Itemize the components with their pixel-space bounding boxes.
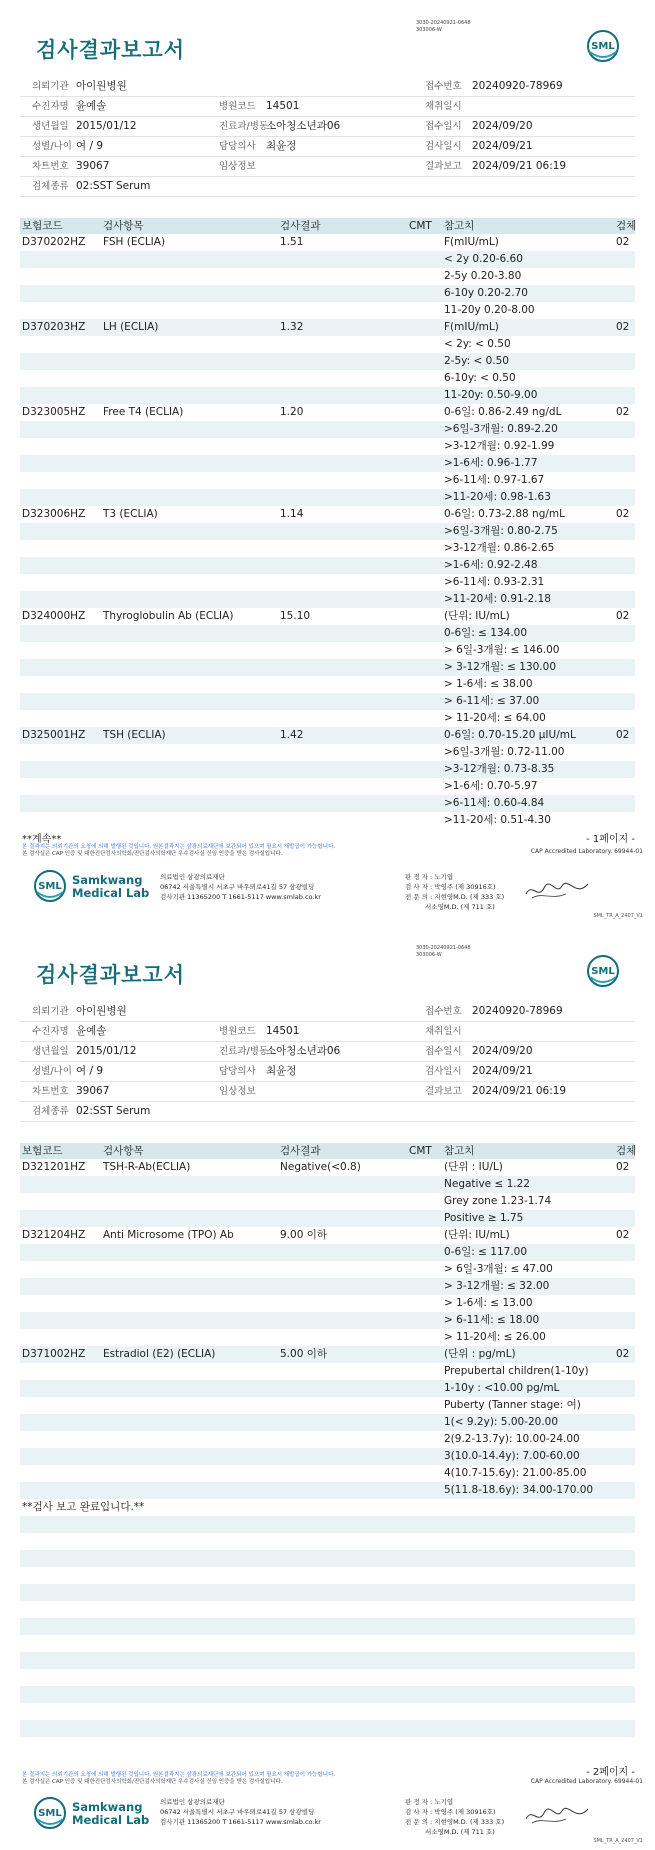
- cell-ref: F(mIU/mL): [444, 321, 499, 333]
- collect-label: 채취일시: [425, 101, 462, 112]
- cell-ref: >6-11세: 0.97-1.67: [444, 474, 545, 486]
- specimen-label: 검체종류: [32, 181, 69, 192]
- cap-accreditation: CAP Accredited Laboratory. 69944-01: [530, 1778, 643, 1785]
- cell-ref: 2(9.2-13.7y): 10.00-24.00: [444, 1433, 580, 1445]
- info-row: [20, 77, 635, 97]
- report-page-2: [0, 925, 655, 1850]
- table-row: [20, 251, 635, 268]
- cell-ref: 1(< 9.2y): 5.00-20.00: [444, 1416, 559, 1428]
- table-row: [20, 523, 635, 540]
- table-row: [20, 778, 635, 795]
- cell-test: FSH (ECLIA): [103, 236, 166, 248]
- cell-sp: 02: [616, 321, 630, 333]
- table-row: [20, 591, 635, 608]
- cell-ref: > 11-20세: ≤ 26.00: [444, 1331, 546, 1343]
- cell-ref: > 3-12개월: ≤ 32.00: [444, 1280, 550, 1292]
- table-row: [20, 608, 635, 625]
- barcode-id: 3030-20240921-0648: [416, 20, 471, 26]
- table-row: [20, 438, 635, 455]
- chart-code-label: 병원코드: [219, 101, 256, 112]
- report-title: 검사결과보고서: [36, 38, 186, 62]
- table-row: [20, 1397, 635, 1414]
- cell-test: T3 (ECLIA): [103, 508, 158, 520]
- cell-ref: (단위 : pg/mL): [444, 1348, 516, 1360]
- cell-ref: >6-11세: 0.93-2.31: [444, 576, 545, 588]
- cell-result: 1.20: [280, 406, 304, 418]
- header-test: 검사항목: [103, 220, 144, 232]
- svg-text:SML: SML: [38, 881, 62, 892]
- dept-value: 소아청소년과06: [266, 120, 341, 132]
- cell-ref: (단위 : IU/L): [444, 1161, 503, 1173]
- cell-ref: 6-10y: < 0.50: [444, 372, 516, 384]
- footer-note-black: 본 검사실은 CAP 인증 및 대한진단검사의학회/진단검사의학재단 우수검사실 신임 인증을 받은 검사실입니다.: [22, 851, 283, 857]
- info-row: 검체종류 02:SST Serum: [20, 1102, 635, 1122]
- footer-signers: 판 정 자 : 노기엽 검 사 자 : 박영주 (제 30916호) 전 문 의 : 지현영M.D. (제 333 호) 서소영M.D. (제 711 호): [405, 873, 505, 911]
- cell-ref: 0-6일: 0.73-2.88 ng/mL: [444, 508, 565, 520]
- table-row: [20, 1516, 635, 1533]
- company-name: Samkwang Medical Lab: [72, 1800, 150, 1827]
- cell-sp: 02: [616, 1161, 630, 1173]
- table-row: [20, 489, 635, 506]
- table-row: [20, 455, 635, 472]
- table-row: [20, 1448, 635, 1465]
- cell-code: **검사 보고 완료입니다.**: [22, 1501, 145, 1513]
- table-row: [20, 472, 635, 489]
- cell-sp: 02: [616, 236, 630, 248]
- table-row: [20, 676, 635, 693]
- cell-ref: Puberty (Tanner stage: 여): [444, 1399, 581, 1411]
- info-row: [20, 97, 635, 117]
- barcode-sub: 303006-W: [416, 952, 442, 958]
- table-row: [20, 710, 635, 727]
- table-row: [20, 1363, 635, 1380]
- table-row: [20, 1431, 635, 1448]
- cell-result: 1.42: [280, 729, 304, 741]
- header-code: 보험코드: [22, 220, 63, 232]
- info-row: 수진자명 윤예솔 병원코드 14501 채취일시: [20, 1022, 635, 1042]
- table-row: [20, 1261, 635, 1278]
- table-row: [20, 1584, 635, 1601]
- cell-result: 9.00 이하: [280, 1229, 328, 1241]
- tested-label: 검사일시: [425, 141, 462, 152]
- reported-label: 결과보고: [425, 161, 462, 172]
- page-number: - 1페이지 -: [586, 834, 635, 845]
- table-row: [20, 1482, 635, 1499]
- cell-ref: > 11-20세: ≤ 64.00: [444, 712, 546, 724]
- cap-accreditation: CAP Accredited Laboratory. 69944-01: [530, 848, 643, 855]
- sml-logo-icon: [585, 953, 621, 989]
- table-row: [20, 1159, 635, 1176]
- company-name: Samkwang Medical Lab: [72, 873, 150, 900]
- info-row: [20, 137, 635, 157]
- cell-result: Negative(<0.8): [280, 1161, 361, 1173]
- cell-result: 5.00 이하: [280, 1348, 328, 1360]
- table-row: [20, 1550, 635, 1567]
- report-title: 검사결과보고서: [36, 963, 186, 987]
- cell-code: D325001HZ: [22, 729, 86, 741]
- continue-note: **계속**: [22, 834, 62, 845]
- table-row: [20, 1329, 635, 1346]
- cell-ref: >3-12개월: 0.73-8.35: [444, 763, 555, 775]
- cell-ref: Prepubertal children(1-10y): [444, 1365, 589, 1377]
- info-row: 차트번호 39067 임상정보 결과보고 2024/09/21 06:19: [20, 1082, 635, 1102]
- cell-sp: 02: [616, 508, 630, 520]
- cell-test: Thyroglobulin Ab (ECLIA): [103, 610, 234, 622]
- cell-ref: 2-5y 0.20-3.80: [444, 270, 522, 282]
- table-row: [20, 1414, 635, 1431]
- table-row: [20, 404, 635, 421]
- cell-code: D324000HZ: [22, 610, 86, 622]
- barcode-sub: 303006-W: [416, 27, 442, 33]
- patient-value: 윤예솔: [76, 100, 107, 112]
- cell-sp: 02: [616, 729, 630, 741]
- cell-ref: > 6일-3개월: ≤ 146.00: [444, 644, 560, 656]
- cell-ref: >6일-3개월: 0.72-11.00: [444, 746, 565, 758]
- cell-test: TSH-R-Ab(ECLIA): [103, 1161, 191, 1173]
- received-label: 접수일시: [425, 121, 462, 132]
- cell-ref: >1-6세: 0.92-2.48: [444, 559, 538, 571]
- cell-code: D323006HZ: [22, 508, 86, 520]
- cell-ref: < 2y: < 0.50: [444, 338, 511, 350]
- table-row: [20, 693, 635, 710]
- table-row: [20, 574, 635, 591]
- patient-info: [20, 1002, 635, 1122]
- info-row: [20, 177, 635, 197]
- table-row: [20, 1210, 635, 1227]
- cell-ref: F(mIU/mL): [444, 236, 499, 248]
- footer-note-blue: 본 결과지는 의뢰기관의 요청에 의해 발행된 것입니다. 원본결과지는 삼광의료재단에 보관되어 있으며 필요시 재발급이 가능합니다.: [22, 844, 336, 850]
- table-row: [20, 727, 635, 744]
- table-row: [20, 1176, 635, 1193]
- cell-ref: > 6-11세: ≤ 37.00: [444, 695, 540, 707]
- footer-org: 의료법인 삼광의료재단 06742 서울특별시 서초구 바우뫼로41길 57 삼광빌딩 검사기관 11365200 T 1661-5117 www.smlab.co.kr: [160, 873, 321, 901]
- cell-ref: 0-6일: 0.86-2.49 ng/dL: [444, 406, 562, 418]
- table-row: [20, 1669, 635, 1686]
- table-header: 보험코드 검사항목 검사결과 CMT 참고치 검체: [22, 1145, 637, 1157]
- table-row: [20, 421, 635, 438]
- footer-signers: 판 정 자 : 노기엽 검 사 자 : 박영주 (제 30916호) 전 문 의 : 지현영M.D. (제 333 호) 서소영M.D. (제 711 호): [405, 1798, 505, 1836]
- cell-ref: 0-6일: ≤ 117.00: [444, 1246, 528, 1258]
- table-row: [20, 1567, 635, 1584]
- table-row: [20, 761, 635, 778]
- cell-ref: >1-6세: 0.70-5.97: [444, 780, 538, 792]
- table-body: [20, 234, 635, 829]
- info-row: [20, 157, 635, 177]
- received-value: 2024/09/20: [472, 120, 533, 132]
- table-row: [20, 1720, 635, 1737]
- table-header: [20, 218, 635, 234]
- footer-logo: [32, 1795, 162, 1835]
- form-code: SML_TR_A_2407_V1: [593, 913, 643, 919]
- barcode-id: 3030-20240921-0648: [416, 945, 471, 951]
- cell-sp: 02: [616, 610, 630, 622]
- table-row: [20, 302, 635, 319]
- table-row: [20, 1618, 635, 1635]
- footer-note-blue: 본 결과지는 의뢰기관의 요청에 의해 발행된 것입니다. 원본결과지는 삼광의료재단에 보관되어 있으며 필요시 재발급이 가능합니다.: [22, 1772, 336, 1778]
- cell-test: Anti Microsome (TPO) Ab: [103, 1229, 234, 1241]
- cell-ref: > 6-11세: ≤ 18.00: [444, 1314, 540, 1326]
- table-row: [20, 1652, 635, 1669]
- cell-ref: >3-12개월: 0.86-2.65: [444, 542, 555, 554]
- sml-footer-logo-icon: [32, 1795, 68, 1831]
- chart-code-value: 14501: [266, 100, 300, 112]
- table-row: [20, 370, 635, 387]
- table-row: [20, 1737, 635, 1754]
- results-table: [20, 1143, 635, 1754]
- cell-ref: > 1-6세: ≤ 38.00: [444, 678, 533, 690]
- table-row: [20, 1465, 635, 1482]
- cell-ref: >11-20세: 0.91-2.18: [444, 593, 551, 605]
- cell-code: D321201HZ: [22, 1161, 86, 1173]
- table-row: [20, 1533, 635, 1550]
- cell-ref: < 2y 0.20-6.60: [444, 253, 523, 265]
- table-row: [20, 1380, 635, 1397]
- table-row: [20, 1635, 635, 1652]
- table-row: [20, 1346, 635, 1363]
- cell-ref: >6일-3개월: 0.89-2.20: [444, 423, 558, 435]
- cell-result: 1.14: [280, 508, 304, 520]
- table-row: [20, 319, 635, 336]
- cell-test: TSH (ECLIA): [103, 729, 166, 741]
- cell-test: Free T4 (ECLIA): [103, 406, 184, 418]
- requester-label: 의뢰기관: [32, 81, 69, 92]
- dob-label: 생년월일: [32, 121, 69, 132]
- cell-ref: (단위: IU/mL): [444, 610, 510, 622]
- table-row: [20, 1295, 635, 1312]
- cell-code: D323005HZ: [22, 406, 86, 418]
- accession-label: 접수번호: [425, 81, 462, 92]
- table-row: [20, 268, 635, 285]
- cell-ref: > 3-12개월: ≤ 130.00: [444, 661, 557, 673]
- table-row: [20, 1601, 635, 1618]
- info-row: 의뢰기관 아이원병원 접수번호 20240920-78969: [20, 1002, 635, 1022]
- logo-text: SML: [591, 41, 615, 52]
- cell-sp: 02: [616, 1348, 630, 1360]
- cell-result: 15.10: [280, 610, 311, 622]
- footer-logo: [32, 868, 162, 908]
- page-number: - 2페이지 -: [586, 1767, 635, 1778]
- cell-ref: >11-20세: 0.51-4.30: [444, 814, 551, 826]
- reported-value: 2024/09/21 06:19: [472, 160, 567, 172]
- cell-ref: >3-12개월: 0.92-1.99: [444, 440, 555, 452]
- cell-ref: >6일-3개월: 0.80-2.75: [444, 525, 558, 537]
- cell-result: 1.32: [280, 321, 304, 333]
- table-row: [20, 285, 635, 302]
- table-row: [20, 557, 635, 574]
- table-row: [20, 540, 635, 557]
- cell-ref: >1-6세: 0.96-1.77: [444, 457, 538, 469]
- signature-icon: [522, 876, 594, 904]
- cell-code: D370203HZ: [22, 321, 86, 333]
- dob-value: 2015/01/12: [76, 120, 137, 132]
- table-row: [20, 1703, 635, 1720]
- patient-info: [20, 77, 635, 197]
- cell-ref: > 6일-3개월: ≤ 47.00: [444, 1263, 553, 1275]
- header-result: 검사결과: [280, 220, 321, 232]
- table-row: [20, 336, 635, 353]
- doctor-value: 최윤정: [266, 140, 297, 152]
- patient-label: 수진자명: [32, 101, 69, 112]
- cell-code: D370202HZ: [22, 236, 86, 248]
- table-row: [20, 1686, 635, 1703]
- sexage-value: 여 / 9: [76, 140, 104, 152]
- cell-ref: 4(10.7-15.6y): 21.00-85.00: [444, 1467, 587, 1479]
- cell-ref: >6-11세: 0.60-4.84: [444, 797, 545, 809]
- table-body: [20, 1159, 635, 1754]
- footer-note-black: 본 검사실은 CAP 인증 및 대한진단검사의학회/진단검사의학재단 우수검사실 신임 인증을 받은 검사실입니다.: [22, 1779, 283, 1785]
- cell-test: Estradiol (E2) (ECLIA): [103, 1348, 216, 1360]
- cell-ref: 1-10y : <10.00 pg/mL: [444, 1382, 560, 1394]
- info-row: [20, 117, 635, 137]
- table-row: [20, 1227, 635, 1244]
- header-ref: 참고치: [444, 220, 475, 232]
- cell-result: 1.51: [280, 236, 304, 248]
- specimen-value: 02:SST Serum: [76, 180, 151, 192]
- cell-ref: 11-20y 0.20-8.00: [444, 304, 535, 316]
- info-row: 생년월일 2015/01/12 진료과/병동 소아청소년과06 접수일시 2024/09/20: [20, 1042, 635, 1062]
- table-row: [20, 506, 635, 523]
- doctor-label: 담당의사: [219, 141, 256, 152]
- cell-ref: Negative ≤ 1.22: [444, 1178, 530, 1190]
- table-row: [20, 1312, 635, 1329]
- header-specimen: 검체: [616, 220, 637, 232]
- signature-icon: [522, 1801, 594, 1829]
- clinical-label: 임상정보: [219, 161, 256, 172]
- cell-ref: 5(11.8-18.6y): 34.00-170.00: [444, 1484, 594, 1496]
- footer-org: 의료법인 삼광의료재단 06742 서울특별시 서초구 바우뫼로41길 57 삼광빌딩 검사기관 11365200 T 1661-5117 www.smlab.co.kr: [160, 1798, 321, 1826]
- sml-logo-icon: [585, 28, 621, 64]
- dept-label: 진료과/병동: [219, 121, 269, 132]
- accession-value: 20240920-78969: [472, 80, 563, 92]
- cell-ref: Positive ≥ 1.75: [444, 1212, 524, 1224]
- table-row: [20, 387, 635, 404]
- sml-footer-logo-icon: [32, 868, 68, 904]
- cell-ref: 2-5y: < 0.50: [444, 355, 509, 367]
- cell-ref: (단위: IU/mL): [444, 1229, 510, 1241]
- header-cmt: CMT: [409, 220, 432, 232]
- svg-text:SML: SML: [38, 1808, 62, 1819]
- results-table: [20, 218, 635, 829]
- table-row: [20, 642, 635, 659]
- form-code: SML_TR_A_2407_V1: [593, 1838, 643, 1844]
- cell-ref: 11-20y: 0.50-9.00: [444, 389, 538, 401]
- table-row: [20, 234, 635, 251]
- cell-ref: >11-20세: 0.98-1.63: [444, 491, 551, 503]
- table-row: [20, 795, 635, 812]
- cell-test: LH (ECLIA): [103, 321, 159, 333]
- table-row: [20, 1244, 635, 1261]
- cell-sp: 02: [616, 406, 630, 418]
- table-row: [20, 1278, 635, 1295]
- requester-value: 아이원병원: [76, 80, 127, 92]
- tested-value: 2024/09/21: [472, 140, 533, 152]
- svg-text:SML: SML: [591, 966, 615, 977]
- table-row: [20, 659, 635, 676]
- table-row: [20, 625, 635, 642]
- cell-code: D371002HZ: [22, 1348, 86, 1360]
- table-row: [20, 1193, 635, 1210]
- cell-sp: 02: [616, 1229, 630, 1241]
- cell-ref: 0-6일: ≤ 134.00: [444, 627, 528, 639]
- chartno-label: 차트번호: [32, 161, 69, 172]
- sexage-label: 성별/나이: [32, 141, 72, 152]
- cell-ref: 3(10.0-14.4y): 7.00-60.00: [444, 1450, 580, 1462]
- cell-code: D321204HZ: [22, 1229, 86, 1241]
- table-row: [20, 812, 635, 829]
- cell-ref: 6-10y 0.20-2.70: [444, 287, 528, 299]
- table-row: [20, 353, 635, 370]
- table-row: [20, 744, 635, 761]
- table-row: [20, 1499, 635, 1516]
- chartno-value: 39067: [76, 160, 110, 172]
- info-row: 성별/나이 여 / 9 담당의사 최윤정 검사일시 2024/09/21: [20, 1062, 635, 1082]
- cell-ref: > 1-6세: ≤ 13.00: [444, 1297, 533, 1309]
- cell-ref: Grey zone 1.23-1.74: [444, 1195, 552, 1207]
- cell-ref: 0-6일: 0.70-15.20 µIU/mL: [444, 729, 576, 741]
